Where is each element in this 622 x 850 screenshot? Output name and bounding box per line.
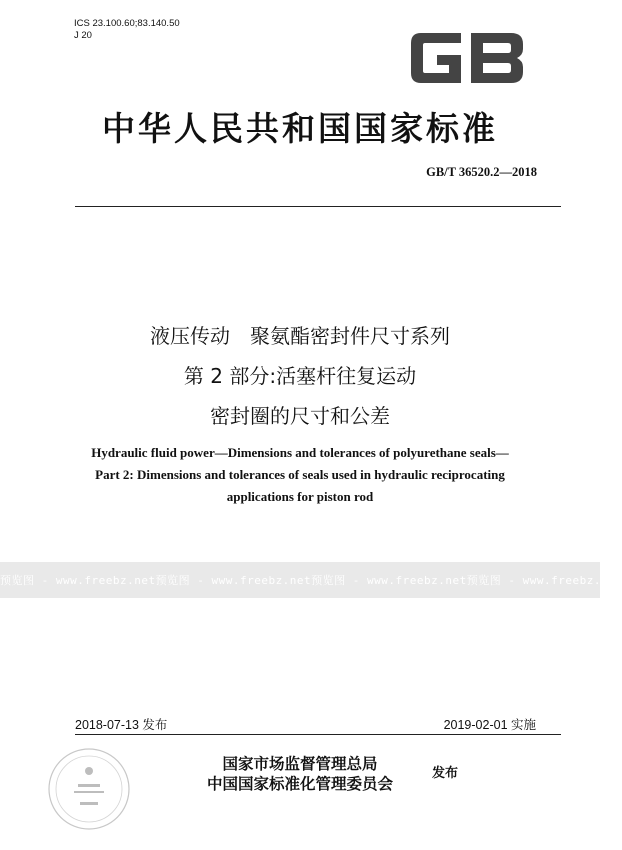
english-title-line-1: Hydraulic fluid power—Dimensions and tolerances of polyurethane seals— [91, 445, 509, 460]
standard-type-title: 中华人民共和国国家标准 [102, 109, 498, 148]
watermark-text: 预览图 - www.freebz.net [466, 574, 622, 587]
chinese-title-line-1: 液压传动 聚氨酯密封件尺寸系列 [150, 324, 450, 348]
gb-logo [407, 27, 529, 89]
watermark-text: 预览图 - www.freebz.net [155, 574, 312, 587]
watermark-text: 预览图 - www.freebz.net [311, 574, 467, 587]
implementation-date: 2019-02-01 实施 [443, 718, 536, 732]
issuer-line-1: 国家市场监督管理总局 [222, 755, 378, 773]
logo-text: GB [407, 27, 409, 28]
classification-codes [74, 18, 180, 42]
watermark-text: 预览图 - www.freebz.net [0, 574, 156, 587]
publish-date: 2018-07-13 发布 [75, 718, 168, 732]
english-title-line-3: applications for piston rod [226, 489, 374, 504]
english-title-line-2: Part 2: Dimensions and tolerances of seals used in hydraulic reciprocating [95, 467, 505, 482]
header-divider [75, 206, 561, 207]
chinese-title-line-3: 密封圈的尺寸和公差 [210, 404, 390, 428]
anti-counterfeit-seal [46, 746, 132, 832]
ccs-code: J 20 [74, 30, 92, 41]
ics-code: ICS 23.100.60;83.140.50 [74, 18, 180, 29]
chinese-title-line-2: 第 2 部分:活塞杆往复运动 [183, 364, 417, 388]
issuer-line-2: 中国国家标准化管理委员会 [206, 775, 393, 793]
preview-watermark-band [0, 562, 622, 598]
standard-number: GB/T 36520.2—2018 [426, 165, 537, 179]
issue-label: 发布 [432, 766, 459, 781]
footer-divider [75, 734, 561, 735]
